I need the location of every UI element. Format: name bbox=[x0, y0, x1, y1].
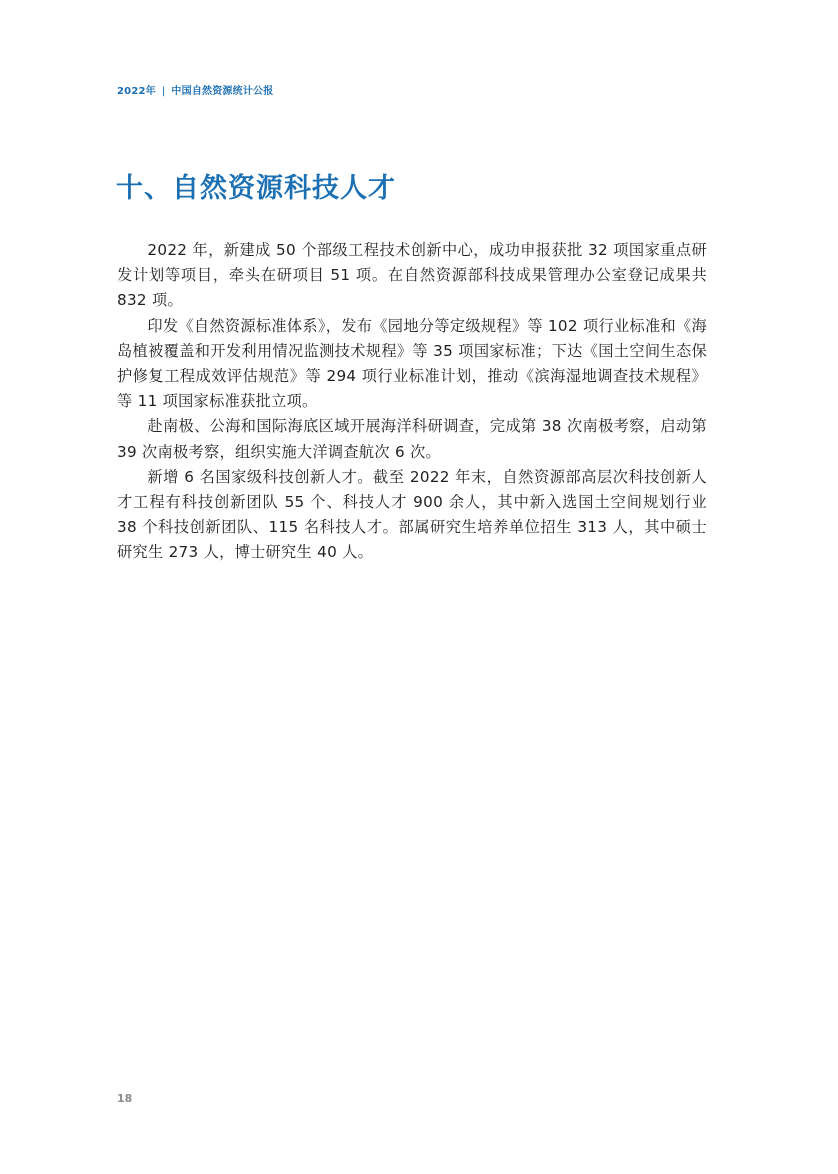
section-title: 十、自然资源科技人才 bbox=[116, 173, 396, 204]
paragraph-polar-expeditions: 赴南极、公海和国际海底区域开展海洋科研调查，完成第 38 次南极考察，启动第 39 次南极考察，组织实施大洋调查航次 6 次。 bbox=[117, 417, 707, 461]
header-report-title: 中国自然资源统计公报 bbox=[171, 86, 274, 97]
header-separator: | bbox=[161, 86, 166, 97]
paragraph-standards: 印发《自然资源标准体系》，发布《园地分等定级规程》等 102 项行业标准和《海岛植被覆盖和开发利用情况监测技术规程》等 35 项国家标准；下达《国土空间生态保护修复工程成效评估规范》等 294 项行业标准计划，推动《滨海湿地调查技术规程》等 11 项国家标准获批立项。 bbox=[117, 316, 707, 411]
body-text bbox=[117, 238, 707, 566]
page-number: 18 bbox=[117, 1092, 133, 1105]
paragraph-research-projects: 2022 年，新建成 50 个部级工程技术创新中心，成功申报获批 32 项国家重点研发计划等项目，牵头在研项目 51 项。在自然资源部科技成果管理办公室登记成果共 832 项。 bbox=[117, 241, 707, 310]
running-header bbox=[117, 82, 273, 97]
paragraph-talent: 新增 6 名国家级科技创新人才。截至 2022 年末，自然资源部高层次科技创新人才工程有科技创新团队 55 个、科技人才 900 余人，其中新入选国土空间规划行业 38 个科技创新团队、115 名科技人才。部属研究生培养单位招生 313 人，其中硕士研究生 273 人，博士研究生 40 人。 bbox=[117, 467, 707, 562]
header-year: 2022年 bbox=[117, 86, 156, 97]
